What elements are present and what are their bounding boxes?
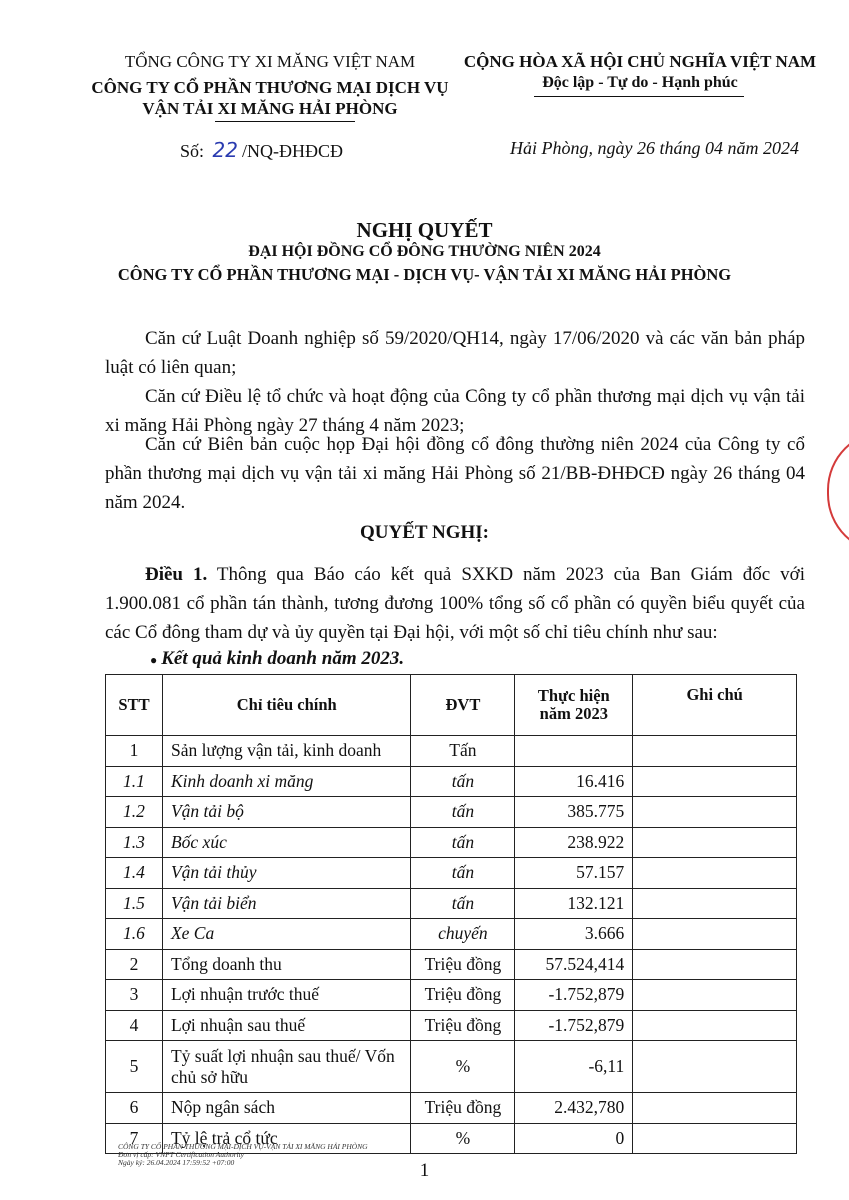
document-title: NGHỊ QUYẾT bbox=[356, 218, 493, 242]
row-unit: tấn bbox=[411, 797, 515, 828]
table-row bbox=[106, 736, 797, 767]
row-note bbox=[633, 1093, 797, 1124]
row-name: Sản lượng vận tải, kinh doanh bbox=[162, 736, 411, 767]
bullet-heading bbox=[150, 648, 404, 670]
row-name: Tổng doanh thu bbox=[162, 949, 411, 980]
row-unit: tấn bbox=[411, 827, 515, 858]
row-value: -1.752,879 bbox=[515, 980, 633, 1011]
handwritten-number: 22 bbox=[212, 138, 238, 162]
row-unit: Tấn bbox=[411, 736, 515, 767]
table-row bbox=[106, 949, 797, 980]
table-row bbox=[106, 1093, 797, 1124]
bullet-dot-icon: ● bbox=[150, 653, 158, 667]
signature-date: Ngày ký: 26.04.2024 17:59:52 +07:00 bbox=[118, 1158, 235, 1167]
row-note bbox=[633, 919, 797, 950]
row-value: 385.775 bbox=[515, 797, 633, 828]
row-unit: tấn bbox=[411, 888, 515, 919]
table-row bbox=[106, 888, 797, 919]
row-note bbox=[633, 766, 797, 797]
basis-text-1: Căn cứ Luật Doanh nghiệp số 59/2020/QH14, ngày 17/06/2020 và các văn bản pháp luật có liên quan; bbox=[105, 328, 805, 378]
row-note bbox=[633, 980, 797, 1011]
issuer-name-line1: CÔNG TY CỔ PHẦN THƯƠNG MẠI DỊCH VỤ bbox=[91, 78, 449, 97]
row-value: 0 bbox=[515, 1123, 633, 1154]
row-value: 3.666 bbox=[515, 919, 633, 950]
row-stt: 1.1 bbox=[106, 766, 163, 797]
row-unit: Triệu đồng bbox=[411, 1093, 515, 1124]
nation-title: CỘNG HÒA XÃ HỘI CHỦ NGHĨA VIỆT NAM bbox=[463, 52, 817, 71]
table-row bbox=[106, 980, 797, 1011]
business-results-table bbox=[105, 674, 797, 1154]
article-1 bbox=[105, 560, 805, 647]
row-value: -1.752,879 bbox=[515, 1010, 633, 1041]
row-unit: % bbox=[411, 1123, 515, 1154]
signature-authority: Đơn vị cấp: VNPT Certification Authority bbox=[118, 1150, 245, 1159]
row-name: Kinh doanh xi măng bbox=[162, 766, 411, 797]
number-prefix: Số: bbox=[180, 141, 205, 161]
table-row bbox=[106, 858, 797, 889]
row-stt: 1.5 bbox=[106, 888, 163, 919]
row-stt: 4 bbox=[106, 1010, 163, 1041]
row-unit: Triệu đồng bbox=[411, 1010, 515, 1041]
row-note bbox=[633, 827, 797, 858]
row-unit: tấn bbox=[411, 766, 515, 797]
row-name: Lợi nhuận sau thuế bbox=[162, 1010, 411, 1041]
row-name: Bốc xúc bbox=[162, 827, 411, 858]
row-note bbox=[633, 888, 797, 919]
header-unit: ĐVT bbox=[411, 675, 515, 736]
article-1-text: Thông qua Báo cáo kết quả SXKD năm 2023 của Ban Giám đốc với 1.900.081 cổ phần tán thành, tương đương 100% tổng số cổ phần có quyền biểu quyết của các Cổ đông tham dự và ủy quyền tại Đại hội, với một số chỉ tiêu chính như sau: bbox=[105, 564, 805, 643]
row-stt: 1.2 bbox=[106, 797, 163, 828]
row-value: 57.157 bbox=[515, 858, 633, 889]
document-subtitle-2: CÔNG TY CỔ PHẦN THƯƠNG MẠI - DỊCH VỤ- VẬN TẢI XI MĂNG HẢI PHÒNG bbox=[117, 265, 732, 284]
row-value: 238.922 bbox=[515, 827, 633, 858]
row-stt: 1.6 bbox=[106, 919, 163, 950]
row-unit: tấn bbox=[411, 858, 515, 889]
resolution-heading: QUYẾT NGHỊ: bbox=[360, 522, 489, 543]
row-stt: 1.3 bbox=[106, 827, 163, 858]
document-number bbox=[180, 138, 343, 162]
header-actual: Thực hiện năm 2023 bbox=[515, 675, 633, 736]
row-stt: 5 bbox=[106, 1041, 163, 1093]
row-name: Tỷ lệ trả cổ tức bbox=[162, 1123, 411, 1154]
row-note bbox=[633, 1123, 797, 1154]
row-stt: 1 bbox=[106, 736, 163, 767]
table-row bbox=[106, 1041, 797, 1093]
row-stt: 2 bbox=[106, 949, 163, 980]
row-name: Vận tải thủy bbox=[162, 858, 411, 889]
row-note bbox=[633, 736, 797, 767]
motto-underline bbox=[534, 96, 744, 97]
row-value: 16.416 bbox=[515, 766, 633, 797]
document-subtitle-1: ĐẠI HỘI ĐỒNG CỔ ĐÔNG THƯỜNG NIÊN 2024 bbox=[248, 243, 601, 260]
row-name: Xe Ca bbox=[162, 919, 411, 950]
article-1-label: Điều 1. bbox=[145, 564, 208, 585]
row-unit: Triệu đồng bbox=[411, 980, 515, 1011]
row-name: Vận tải biển bbox=[162, 888, 411, 919]
row-name: Nộp ngân sách bbox=[162, 1093, 411, 1124]
row-note bbox=[633, 797, 797, 828]
header-stt: STT bbox=[106, 675, 163, 736]
header-note: Ghi chú bbox=[633, 675, 797, 736]
row-value: 132.121 bbox=[515, 888, 633, 919]
table-row bbox=[106, 797, 797, 828]
table-row bbox=[106, 1010, 797, 1041]
row-note bbox=[633, 949, 797, 980]
row-stt: 7 bbox=[106, 1123, 163, 1154]
document-date: Hải Phòng, ngày 26 tháng 04 năm 2024 bbox=[510, 138, 799, 158]
basis-text-2: Căn cứ Điều lệ tổ chức và hoạt động của Công ty cổ phần thương mại dịch vụ vận tải xi măng Hải Phòng ngày 27 tháng 4 năm 2023; bbox=[105, 386, 805, 436]
row-stt: 1.4 bbox=[106, 858, 163, 889]
row-name: Vận tải bộ bbox=[162, 797, 411, 828]
row-unit: % bbox=[411, 1041, 515, 1093]
table-header-row bbox=[106, 675, 797, 736]
row-value: -6,11 bbox=[515, 1041, 633, 1093]
basis-paragraph-3 bbox=[105, 430, 805, 517]
table-row bbox=[106, 827, 797, 858]
row-value bbox=[515, 736, 633, 767]
row-note bbox=[633, 1010, 797, 1041]
row-unit: Triệu đồng bbox=[411, 949, 515, 980]
number-suffix: /NQ-ĐHĐCĐ bbox=[241, 141, 343, 161]
row-note bbox=[633, 1041, 797, 1093]
row-note bbox=[633, 858, 797, 889]
row-name: Tỷ suất lợi nhuận sau thuế/ Vốn chủ sở hữu bbox=[162, 1041, 411, 1093]
signature-company: CÔNG TY CỔ PHẦN THƯƠNG MẠI-DỊCH VỤ-VẬN TẢI XI MĂNG HẢI PHÒNG bbox=[118, 1142, 368, 1151]
basis-paragraph-1 bbox=[105, 324, 805, 382]
basis-text-3: Căn cứ Biên bản cuộc họp Đại hội đồng cổ đông thường niên 2024 của Công ty cổ phần thương mại dịch vụ vận tải xi măng Hải Phòng số 21/BB-ĐHĐCĐ ngày 26 tháng 04 năm 2024. bbox=[105, 434, 805, 513]
table-row bbox=[106, 919, 797, 950]
row-stt: 3 bbox=[106, 980, 163, 1011]
nation-motto: Độc lập - Tự do - Hạnh phúc bbox=[542, 74, 738, 91]
header-name: Chỉ tiêu chính bbox=[162, 675, 411, 736]
row-stt: 6 bbox=[106, 1093, 163, 1124]
row-value: 2.432,780 bbox=[515, 1093, 633, 1124]
table-row bbox=[106, 766, 797, 797]
bullet-heading-text: Kết quả kinh doanh năm 2023. bbox=[161, 648, 405, 669]
row-value: 57.524,414 bbox=[515, 949, 633, 980]
row-name: Lợi nhuận trước thuế bbox=[162, 980, 411, 1011]
page-number: 1 bbox=[419, 1160, 430, 1181]
issuer-underline bbox=[215, 121, 355, 122]
row-unit: chuyến bbox=[411, 919, 515, 950]
issuer-name-line2: VẬN TẢI XI MĂNG HẢI PHÒNG bbox=[142, 99, 398, 118]
issuer-parent: TỔNG CÔNG TY XI MĂNG VIỆT NAM bbox=[124, 52, 416, 71]
